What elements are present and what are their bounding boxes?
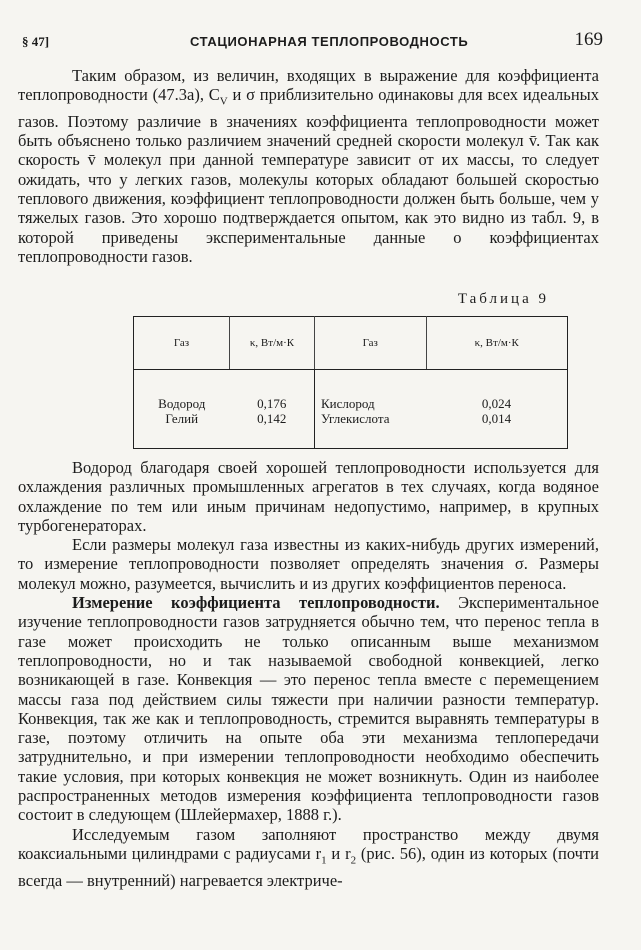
paragraph-text: Исследуемым газом заполняют пространство между двумя коаксиальными цилиндрами с радиусами r <box>18 824 599 863</box>
text-block-bottom <box>18 458 599 890</box>
gas-name: Гелий <box>165 411 199 426</box>
paragraph-measurement <box>18 593 599 825</box>
kappa-value: 0,014 <box>481 411 512 426</box>
running-header <box>22 28 603 56</box>
kappa-value: 0,024 <box>481 396 512 411</box>
kappa-value: 0,142 <box>257 411 287 426</box>
section-label: § 47] <box>22 34 50 49</box>
paragraph-text: Экспериментальное изучение теплопроводности газов затрудняется обычно тем, что перенос тепла в газе может происходить не только описанным выше механизмом теплопроводности, но и так называемой свободной конвекцией, легко возникающей в газе. Конвекция — это перенос тепла вместе с перемещением массы газа под действием силы тяжести при наличии разности температур. Конвекция, так же как и теплопроводность, стремится выравнять температуры в газе, поэтому отличить на опыте оба эти механизма теплопередачи затруднительно, и при измерении теплопроводности необходимо обеспечить такие условия, при которых конвекция не может возникнуть. Один из наиболее распространенных методов измерения коэффициента теплопроводности газов состоит в следующем (Шлейермахер, 1888 г.). <box>18 593 599 825</box>
table-cell <box>134 370 230 449</box>
table-cell <box>315 370 427 449</box>
table-row <box>134 370 568 449</box>
paragraph-text: (рис. 56), один из которых (почти всегда — внутренний) нагревается электриче- <box>18 843 599 890</box>
kappa-value: 0,176 <box>257 396 287 411</box>
table-cell <box>426 370 568 449</box>
paragraph-hydrogen-cooling: Водород благодаря своей хорошей теплопроводности используется для охлаждения различных промышленных агрегатов в тех случаях, когда водяное охлаждение по тем или иным причинам недопустимо, например, в крупных турбогенераторах. <box>18 458 599 535</box>
header-cell-gas: Газ <box>315 317 427 370</box>
gas-name: Кислород <box>321 396 375 411</box>
header-cell-kappa: κ, Вт/м·К <box>426 317 568 370</box>
paragraph-heading: Измерение коэффициента теплопроводности. <box>72 593 440 613</box>
header-cell-gas: Газ <box>134 317 230 370</box>
table-header-row <box>134 317 568 370</box>
gas-name: Водород <box>158 396 206 411</box>
table-caption: Таблица 9 <box>457 291 549 307</box>
paragraph-text: и r <box>326 843 351 863</box>
subscript: 2 <box>350 854 357 867</box>
table-cell <box>230 370 315 449</box>
paragraph-text: Таким образом, из величин, входящих в выражение для коэффициента теплопроводности (47.3а), C <box>18 66 599 105</box>
paragraph-molecule-size: Если размеры молекул газа известны из каких-нибудь других измерений, то измерение теплопроводности позволяет определять значения σ. Размеры молекул можно, разумеется, вычислить и из других коэффициентов переноса. <box>18 535 599 593</box>
subscript: V <box>219 95 228 108</box>
subscript: 1 <box>321 854 327 867</box>
text-block-top <box>18 66 599 266</box>
data-table <box>133 316 568 449</box>
page-number: 169 <box>574 29 603 50</box>
gas-name: Углекислота <box>321 411 390 426</box>
chapter-title: СТАЦИОНАРНАЯ ТЕПЛОПРОВОДНОСТЬ <box>190 34 469 49</box>
paragraph-thermal-conductivity-intro <box>18 66 599 266</box>
paragraph-coaxial-cylinders <box>18 825 599 890</box>
header-cell-kappa: κ, Вт/м·К <box>230 317 315 370</box>
paragraph-text: и σ приблизительно одинаковы для всех идеальных газов. Поэтому различие в значениях коэффициента теплопроводности может быть объяснено только различием значений средней скорости молекул v̄. Так как скорость v̄ молекул при данной температуре зависит от их массы, то следует ожидать, что у легких газов, молекулы которых обладают большей скоростью теплового движения, коэффициент теплопроводности должен быть больше, чем у тяжелых газов. Это хорошо подтверждается опытом, как это видно из табл. 9, в которой приведены экспериментальные данные о коэффициентах теплопроводности газов. <box>18 85 599 266</box>
